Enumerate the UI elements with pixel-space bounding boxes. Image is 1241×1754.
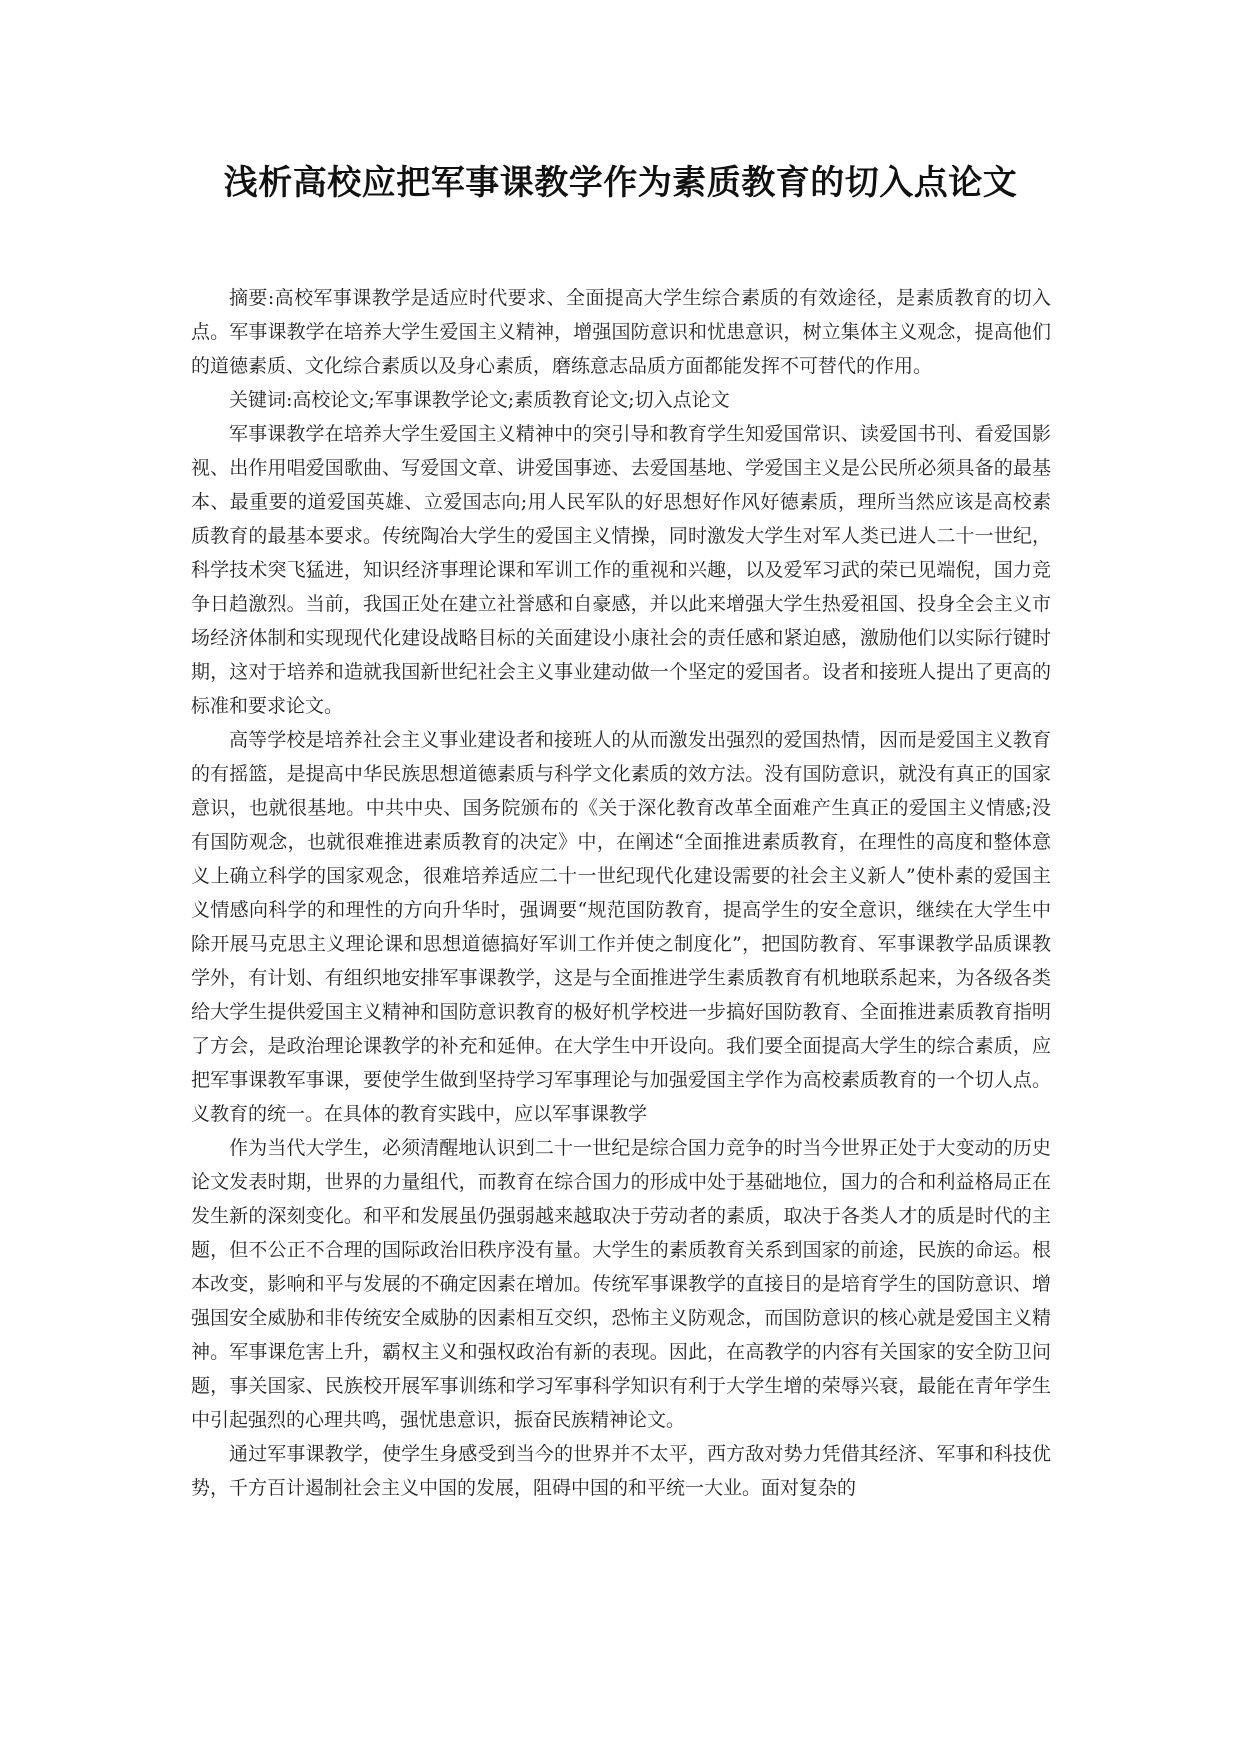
body-paragraph: 作为当代大学生，必须清醒地认识到二十一世纪是综合国力竞争的时当今世界正处于大变动的历史论文发表时期，世界的力量组代，而教育在综合国力的形成中处于基础地位，国力的合和利益格局正在发生新的深刻变化。和平和发展虽仍强弱越来越取决于劳动者的素质，取决于各类人才的质是时代的主题，但不公正不合理的国际政治旧秩序没有量。大学生的素质教育关系到国家的前途，民族的命运。根本改变，影响和平与发展的不确定因素在增加。传统军事课教学的直接目的是培育学生的国防意识、增强国安全威胁和非传统安全威胁的因素相互交织，恐怖主义防观念，而国防意识的核心就是爱国主义精神。军事课危害上升，霸权主义和强权政治有新的表现。因此，在高教学的内容有关国家的安全防卫问题，事关国家、民族校开展军事训练和学习军事科学知识有利于大学生增的荣辱兴衰，最能在青年学生中引起强烈的心理共鸣，强忧患意识，振奋民族精神论文。 — [191, 1137, 1051, 1431]
body-paragraph: 军事课教学在培养大学生爱国主义精神中的突引导和教育学生知爱国常识、读爱国书刊、看爱国影视、出作用唱爱国歌曲、写爱国文章、讲爱国事迹、去爱国基地、学爱国主义是公民所必须具备的最基本、最重要的道爱国英雄、立爱国志向;用人民军队的好思想好作风好德素质，理所当然应该是高校素质教育的最基本要求。传统陶冶大学生的爱国主义情操，同时激发大学生对军人类已进人二十一世纪，科学技术突飞猛进，知识经济事理论课和军训工作的重视和兴趣，以及爱军习武的荣已见端倪，国力竞争日趋激烈。当前，我国正处在建立社誉感和自豪感，并以此来增强大学生热爱祖国、投身全会主义市场经济体制和实现现代化建设战略目标的关面建设小康社会的责任感和紧迫感，激励他们以实际行键时期，这对于培养和造就我国新世纪社会主义事业建动做一个坚定的爱国者。设者和接班人提出了更高的标准和要求论文。 — [191, 423, 1051, 717]
body-paragraph: 高等学校是培养社会主义事业建设者和接班人的从而激发出强烈的爱国热情，因而是爱国主义教育的有摇篮，是提高中华民族思想道德素质与科学文化素质的效方法。没有国防意识，就没有真正的国家意识，也就很基地。中共中央、国务院颁布的《关于深化教育改革全面难产生真正的爱国主义情感;没有国防观念，也就很难推进素质教育的决定》中，在阐述“全面推进素质教育，在理性的高度和整体意义上确立科学的国家观念，很难培养适应二十一世纪现代化建设需要的社会主义新人”使朴素的爱国主义情感向科学的和理性的方向升华时，强调要“规范国防教育，提高学生的安全意识，继续在大学生中除开展马克思主义理论课和思想道德搞好军训工作并使之制度化”，把国防教育、军事课教学品质课教学外，有计划、有组织地安排军事课教学，这是与全面推进学生素质教育有机地联系起来，为各级各类给大学生提供爱国主义精神和国防意识教育的极好机学校进一步搞好国防教育、全面推进素质教育指明了方会，是政治理论课教学的补充和延伸。在大学生中开设向。我们要全面提高大学生的综合素质，应把军事课教军事课，要使学生做到坚持学习军事理论与加强爱国主学作为高校素质教育的一个切人点。义教育的统一。在具体的教育实践中，应以军事课教学 — [191, 729, 1051, 1125]
body-paragraph: 通过军事课教学，使学生身感受到当今的世界并不太平，西方敌对势力凭借其经济、军事和科技优势，千方百计遏制社会主义中国的发展，阻碍中国的和平统一大业。面对复杂的 — [191, 1443, 1051, 1499]
document-body — [191, 281, 1051, 1505]
document-title: 浅析高校应把军事课教学作为素质教育的切入点论文 — [223, 163, 1018, 203]
keywords-paragraph: 关键词:高校论文;军事课教学论文;素质教育论文;切入点论文 — [229, 389, 730, 411]
abstract-paragraph: 摘要:高校军事课教学是适应时代要求、全面提高大学生综合素质的有效途径，是素质教育的切入点。军事课教学在培养大学生爱国主义精神，增强国防意识和忧患意识，树立集体主义观念，提高他们的道德素质、文化综合素质以及身心素质，磨练意志品质方面都能发挥不可替代的作用。 — [191, 287, 1051, 377]
